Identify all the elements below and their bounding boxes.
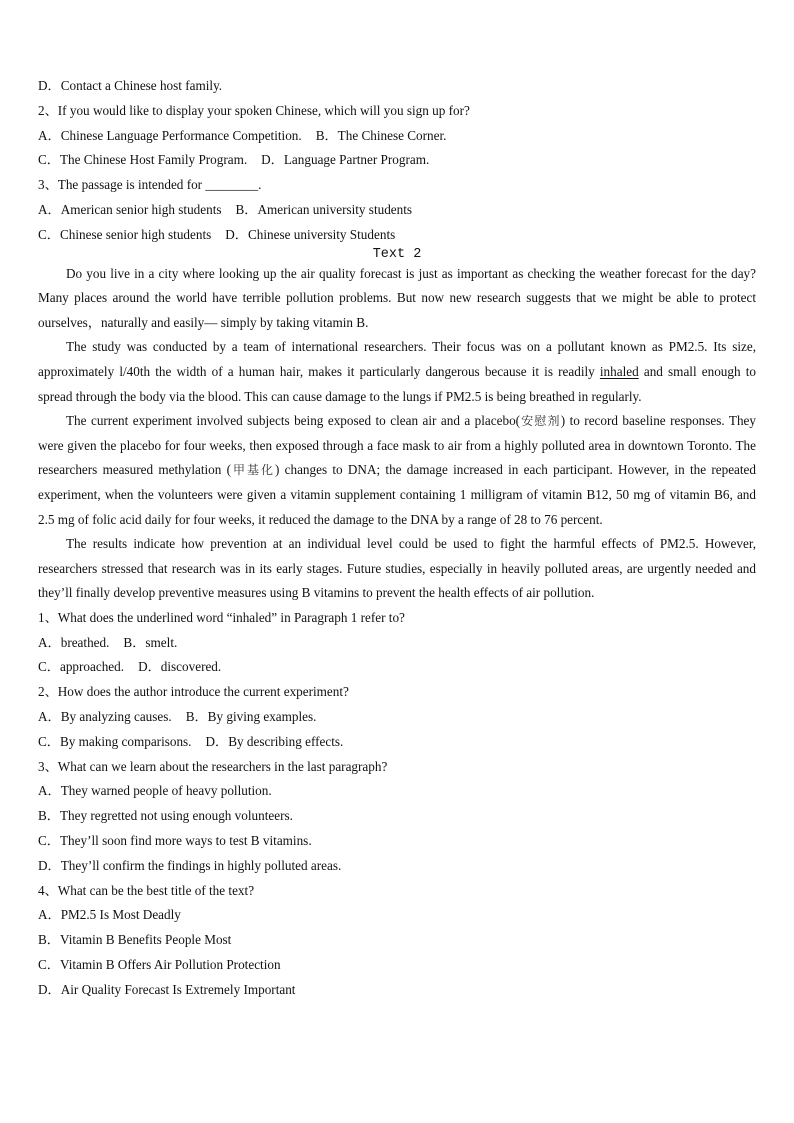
passage-paragraph-4: The results indicate how prevention at an individual level could be used to fight the harmful effects of PM2.5. However, researchers stressed that research was in its early stages. Future studies, especially in heavily polluted areas, are urgently needed and they’ll finally develop preventive measures using B vitamins to prevent the health effects of air pollution. xyxy=(38,536,756,601)
option-letter: D． xyxy=(138,659,161,675)
question-1-options-ab xyxy=(38,631,756,656)
chinese-gloss-placebo: 安慰剂 xyxy=(520,414,561,429)
text1-q3-options-ab xyxy=(38,198,756,223)
question-3-option-d xyxy=(38,854,756,879)
option-text: American university students xyxy=(257,201,413,217)
option-text: They’ll confirm the findings in highly polluted areas. xyxy=(60,857,342,873)
question-2-options-ab xyxy=(38,705,756,730)
text1-q3-stem: 3、The passage is intended for ________. xyxy=(38,177,262,193)
question-2-stem: 2、How does the author introduce the current experiment? xyxy=(38,684,349,700)
option-text: smelt. xyxy=(145,634,178,650)
option-text: Chinese university Students xyxy=(247,226,396,242)
option-letter: D． xyxy=(205,733,229,749)
paragraph-text: The study was conducted by a team of international researchers. Their focus was on a pollutant known as PM2.5. Its size, approximately l/40th the width of a human hair, makes it particularly dangerous because it is readily xyxy=(38,339,756,379)
paragraph-text: and small enough to spread through the body via the blood. This can cause damage to the lungs if PM2.5 is being breathed in regularly. xyxy=(38,363,756,404)
question-3-option-b xyxy=(38,804,756,829)
question-3-option-c xyxy=(38,829,756,854)
option-letter: B． xyxy=(315,127,338,143)
option-text: They’ll soon find more ways to test B vitamins. xyxy=(59,833,312,849)
option-letter: D． xyxy=(38,981,61,997)
underlined-word: inhaled xyxy=(599,363,639,379)
option-text: Vitamin B Benefits People Most xyxy=(59,932,232,948)
option-text: They regretted not using enough volunteers. xyxy=(59,808,293,824)
option-text: The Chinese Corner. xyxy=(337,127,447,143)
option-letter: C． xyxy=(38,152,60,168)
text1-q3-options-cd xyxy=(38,223,756,248)
question-4-option-d xyxy=(38,978,756,1003)
option-letter: C． xyxy=(38,659,60,675)
option-text: discovered. xyxy=(160,659,222,675)
text1-q1-option-d: D．Contact a Chinese host family. xyxy=(38,78,223,93)
option-letter: A． xyxy=(38,709,61,725)
option-letter: C． xyxy=(38,733,60,749)
question-3-option-a xyxy=(38,779,756,804)
option-text: PM2.5 Is Most Deadly xyxy=(60,907,181,923)
text1-q2-stem: 2、If you would like to display your spoken Chinese, which will you sign up for? xyxy=(38,102,470,118)
question-3-stem: 3、What can we learn about the researchers in the last paragraph? xyxy=(38,758,388,774)
section-heading-text2: Text 2 xyxy=(372,246,422,262)
paragraph-text: ) changes to DNA; the damage increased in each participant. However, in the repeated experiment, when the volunteers were given a vitamin supplement containing 1 milligram of vitamin B12, 50 mg of vitamin B6, and 2.5 mg of folic acid daily for four weeks, it reduced the damage to the DNA by a range of 28 to 76 percent. xyxy=(38,462,757,527)
option-letter: C． xyxy=(38,957,60,973)
question-4-option-c xyxy=(38,953,756,978)
question-2-options-cd xyxy=(38,730,756,755)
option-text: breathed. xyxy=(60,634,110,650)
option-letter: B． xyxy=(38,932,60,948)
option-text: Language Partner Program. xyxy=(283,152,430,168)
question-4-option-b xyxy=(38,928,756,953)
option-letter: A． xyxy=(38,201,61,217)
option-letter: D． xyxy=(225,226,248,242)
paragraph-text: The current experiment involved subjects being exposed to clean air and a placebo( xyxy=(66,413,521,429)
option-letter: D． xyxy=(38,857,61,873)
option-letter: A． xyxy=(38,783,61,799)
option-letter: C． xyxy=(38,226,60,242)
question-1-options-cd xyxy=(38,655,756,680)
passage-paragraph-2 xyxy=(38,335,756,409)
paragraph-text: ) to record baseline responses. They were given the placebo for four weeks, then exposed through a face mask to air from a highly polluted area in downtown Toronto. The researchers measured methylation ( xyxy=(38,413,756,478)
option-text: Chinese senior high students xyxy=(59,226,212,242)
option-text: Air Quality Forecast Is Extremely Important xyxy=(60,981,296,997)
option-letter: B． xyxy=(235,201,258,217)
option-text: By giving examples. xyxy=(207,709,317,725)
option-text: Chinese Language Performance Competition. xyxy=(60,127,302,143)
option-letter: B． xyxy=(185,709,208,725)
option-text: The Chinese Host Family Program. xyxy=(59,152,248,168)
document-page xyxy=(38,74,756,1003)
option-text: Vitamin B Offers Air Pollution Protection xyxy=(59,957,281,973)
option-letter: D． xyxy=(261,152,284,168)
option-letter: A． xyxy=(38,634,61,650)
question-4-option-a xyxy=(38,903,756,928)
option-letter: B． xyxy=(123,634,146,650)
text1-q2-options-cd xyxy=(38,148,756,173)
option-letter: B． xyxy=(38,808,60,824)
question-1-stem: 1、What does the underlined word “inhaled” in Paragraph 1 refer to? xyxy=(38,609,405,625)
option-text: approached. xyxy=(59,659,125,675)
option-letter: A． xyxy=(38,127,61,143)
passage-paragraph-3 xyxy=(38,409,756,532)
text1-q2-options-ab xyxy=(38,124,756,149)
option-letter: C． xyxy=(38,833,60,849)
chinese-gloss-methylation: 甲基化 xyxy=(231,463,275,478)
option-text: By analyzing causes. xyxy=(60,709,172,725)
passage-paragraph-1: Do you live in a city where looking up the air quality forecast is just as important as checking the weather forecast for the day? Many places around the world have terrible pollution problems. But now new research suggests that we might be able to protect ourselves，naturally and easily— simply by taking vitamin B. xyxy=(38,265,756,330)
option-text: American senior high students xyxy=(60,201,222,217)
option-letter: A． xyxy=(38,907,61,923)
option-text: By describing effects. xyxy=(228,733,344,749)
option-text: They warned people of heavy pollution. xyxy=(60,783,272,799)
option-text: By making comparisons. xyxy=(59,733,192,749)
question-4-stem: 4、What can be the best title of the text? xyxy=(38,882,255,898)
